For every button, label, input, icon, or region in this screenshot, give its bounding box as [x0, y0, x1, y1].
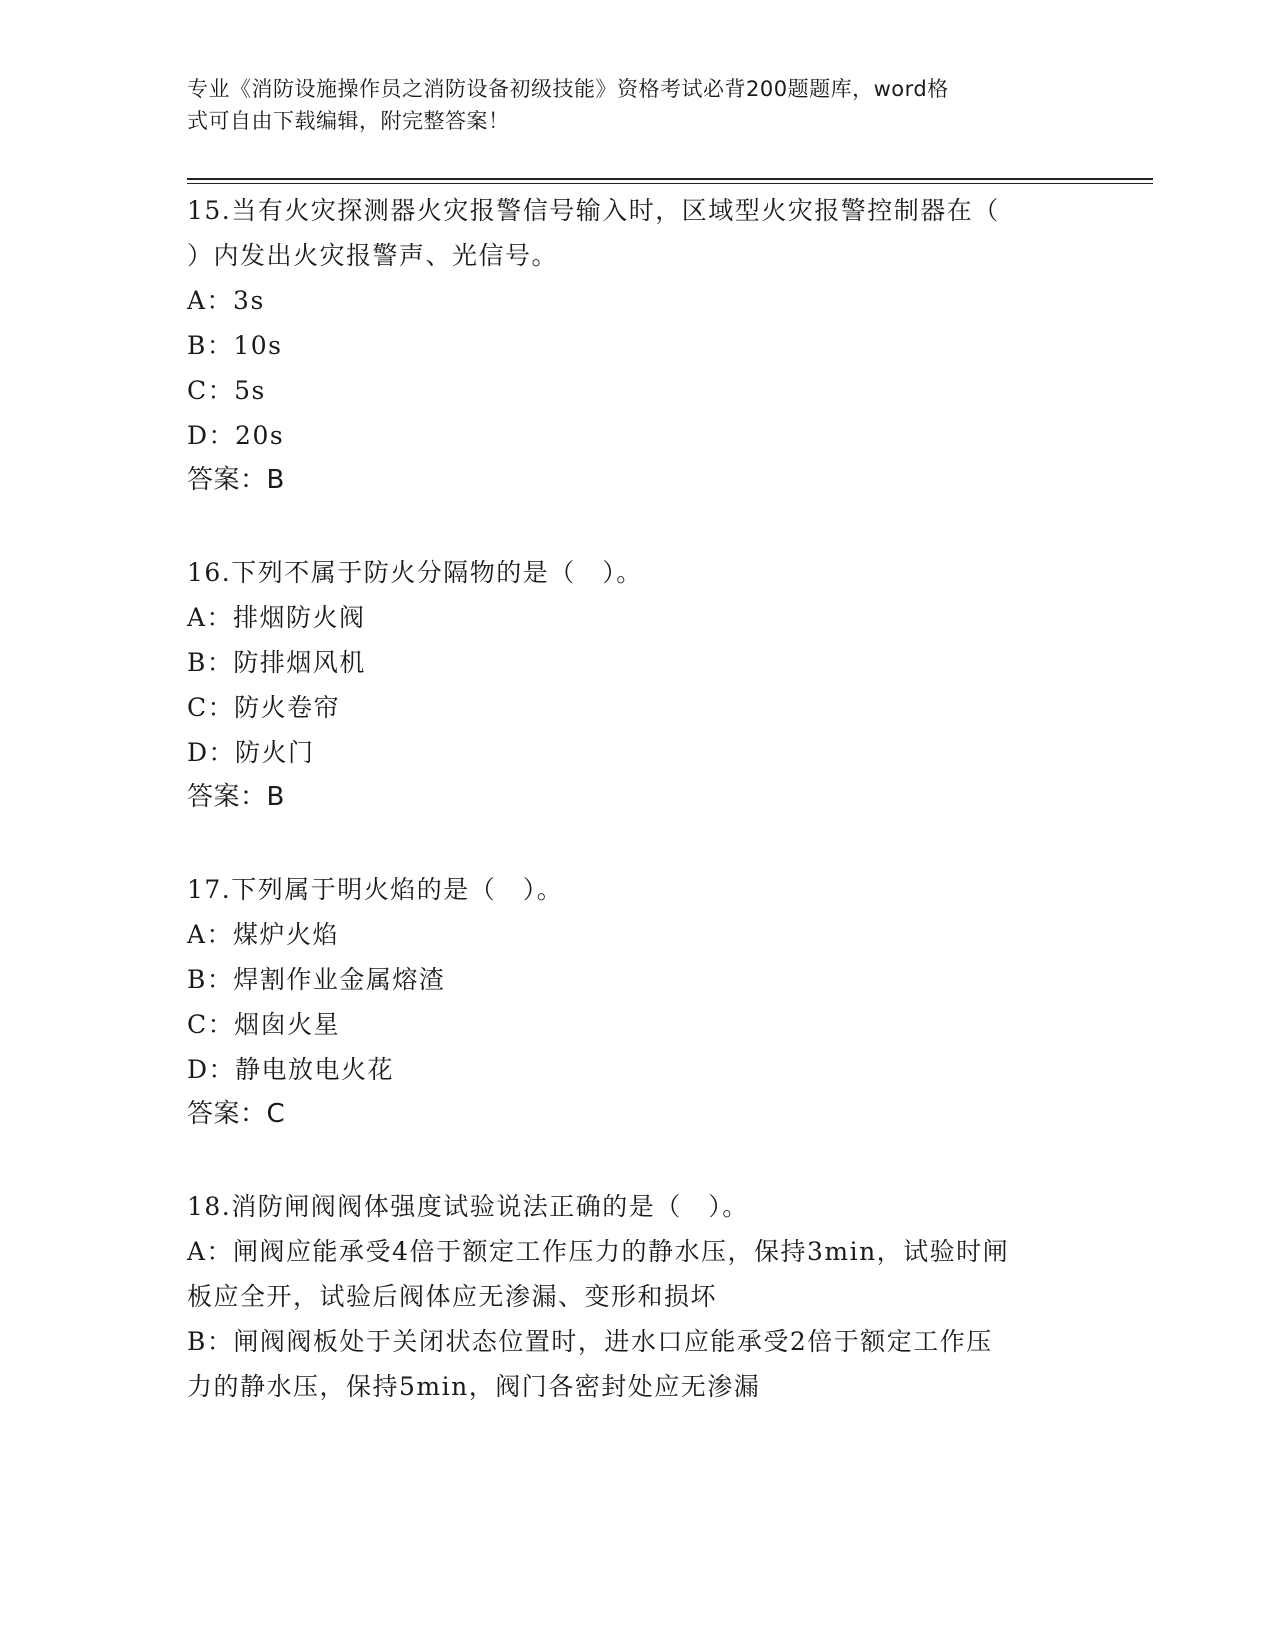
option-b: B：防排烟风机 [187, 648, 366, 677]
question-stem-line: ）内发出火灾报警声、光信号。 [187, 241, 559, 270]
question-stem-line: 18.消防闸阀阀体强度试验说法正确的是（ ）。 [187, 1192, 749, 1221]
document-header [187, 73, 1067, 137]
question-17 [187, 867, 1087, 1137]
question-list [187, 188, 1087, 1409]
question-18 [187, 1184, 1087, 1409]
answer: 答案：C [187, 1099, 286, 1129]
question-stem-line: 15.当有火灾探测器火灾报警信号输入时，区域型火灾报警控制器在（ [187, 196, 1000, 225]
option-c: C：烟囱火星 [187, 1010, 341, 1039]
option-a-line: 板应全开，试验后阀体应无渗漏、变形和损坏 [187, 1282, 718, 1311]
answer: 答案：B [187, 465, 285, 495]
option-d: D：防火门 [187, 738, 315, 767]
option-d: D：20s [187, 421, 285, 450]
option-b-line: 力的静水压，保持5min，阀门各密封处应无渗漏 [187, 1372, 761, 1401]
option-d: D：静电放电火花 [187, 1055, 395, 1084]
header-line-1: 专业《消防设施操作员之消防设备初级技能》资格考试必背200题题库，word格 [187, 77, 949, 101]
header-line-2: 式可自由下载编辑，附完整答案！ [187, 109, 510, 133]
answer: 答案：B [187, 782, 285, 812]
header-divider-thick [187, 178, 1153, 180]
question-stem-line: 16.下列不属于防火分隔物的是（ ）。 [187, 558, 643, 587]
option-b-line: B：闸阀阀板处于关闭状态位置时，进水口应能承受2倍于额定工作压 [187, 1327, 993, 1356]
header-divider-thin [187, 183, 1153, 184]
option-c: C：防火卷帘 [187, 693, 341, 722]
option-a: A：3s [187, 286, 265, 315]
question-16 [187, 550, 1087, 820]
option-a: A：煤炉火焰 [187, 920, 340, 949]
option-b: B：10s [187, 331, 283, 360]
option-a-line: A：闸阀应能承受4倍于额定工作压力的静水压，保持3min，试验时闸 [187, 1237, 1010, 1266]
question-stem-line: 17.下列属于明火焰的是（ ）。 [187, 875, 564, 904]
question-15 [187, 188, 1087, 503]
option-c: C：5s [187, 376, 266, 405]
option-a: A：排烟防火阀 [187, 603, 366, 632]
option-b: B：焊割作业金属熔渣 [187, 965, 446, 994]
